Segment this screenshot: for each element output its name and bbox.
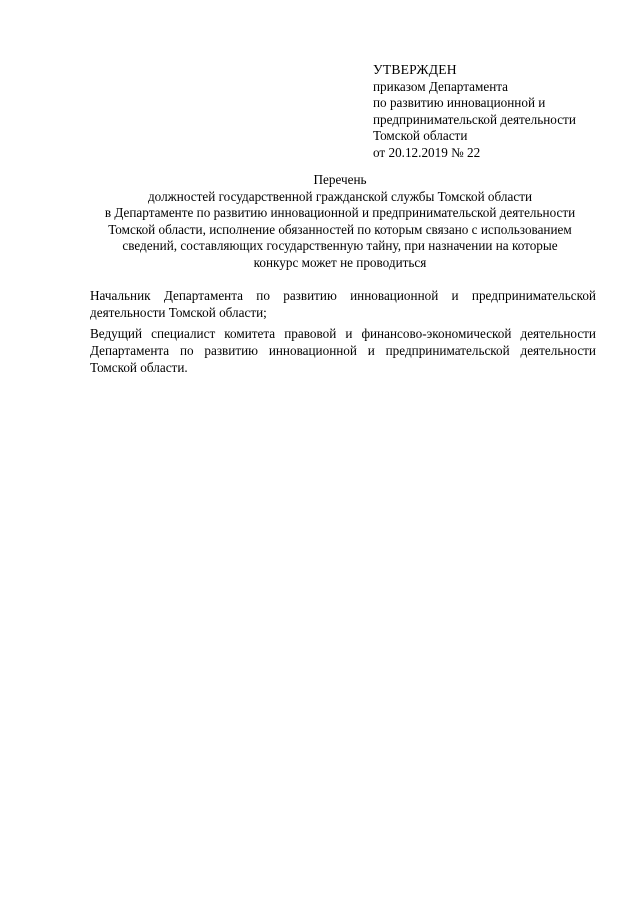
approval-order-line: приказом Департамента: [373, 78, 509, 94]
approval-stamp: УТВЕРЖДЕН: [373, 62, 457, 77]
position-line: деятельности Томской области;: [90, 305, 267, 320]
approval-department-line: по развитию инновационной и: [373, 95, 546, 111]
title-heading: Перечень: [313, 172, 367, 187]
approval-region-line: Томской области: [373, 128, 468, 144]
approval-date-number: от 20.12.2019 № 22: [373, 144, 481, 160]
title-line: в Департаменте по развитию инновационной и предпринимательской деятельности: [104, 205, 576, 221]
position-item-head-of-department: [90, 287, 596, 321]
position-line: Томской области.: [90, 360, 188, 375]
position-line: Начальник Департамента по развитию инновационной и предпринимательской: [90, 288, 596, 303]
position-item-lead-specialist: [90, 325, 596, 376]
approval-department-line: предпринимательской деятельности: [373, 111, 576, 127]
document-title: [60, 172, 620, 272]
title-line: должностей государственной гражданской службы Томской области: [147, 188, 533, 204]
title-line: конкурс может не проводиться: [253, 254, 427, 270]
title-line: сведений, составляющих государственную тайну, при назначении на которые: [122, 238, 558, 254]
position-line: Ведущий специалист комитета правовой и финансово-экономической деятельности: [90, 326, 596, 341]
title-line: Томской области, исполнение обязанностей по которым связано с использованием: [108, 221, 572, 237]
position-line: Департамента по развитию инновационной и предпринимательской деятельности: [90, 343, 596, 358]
approval-block: [373, 62, 623, 162]
